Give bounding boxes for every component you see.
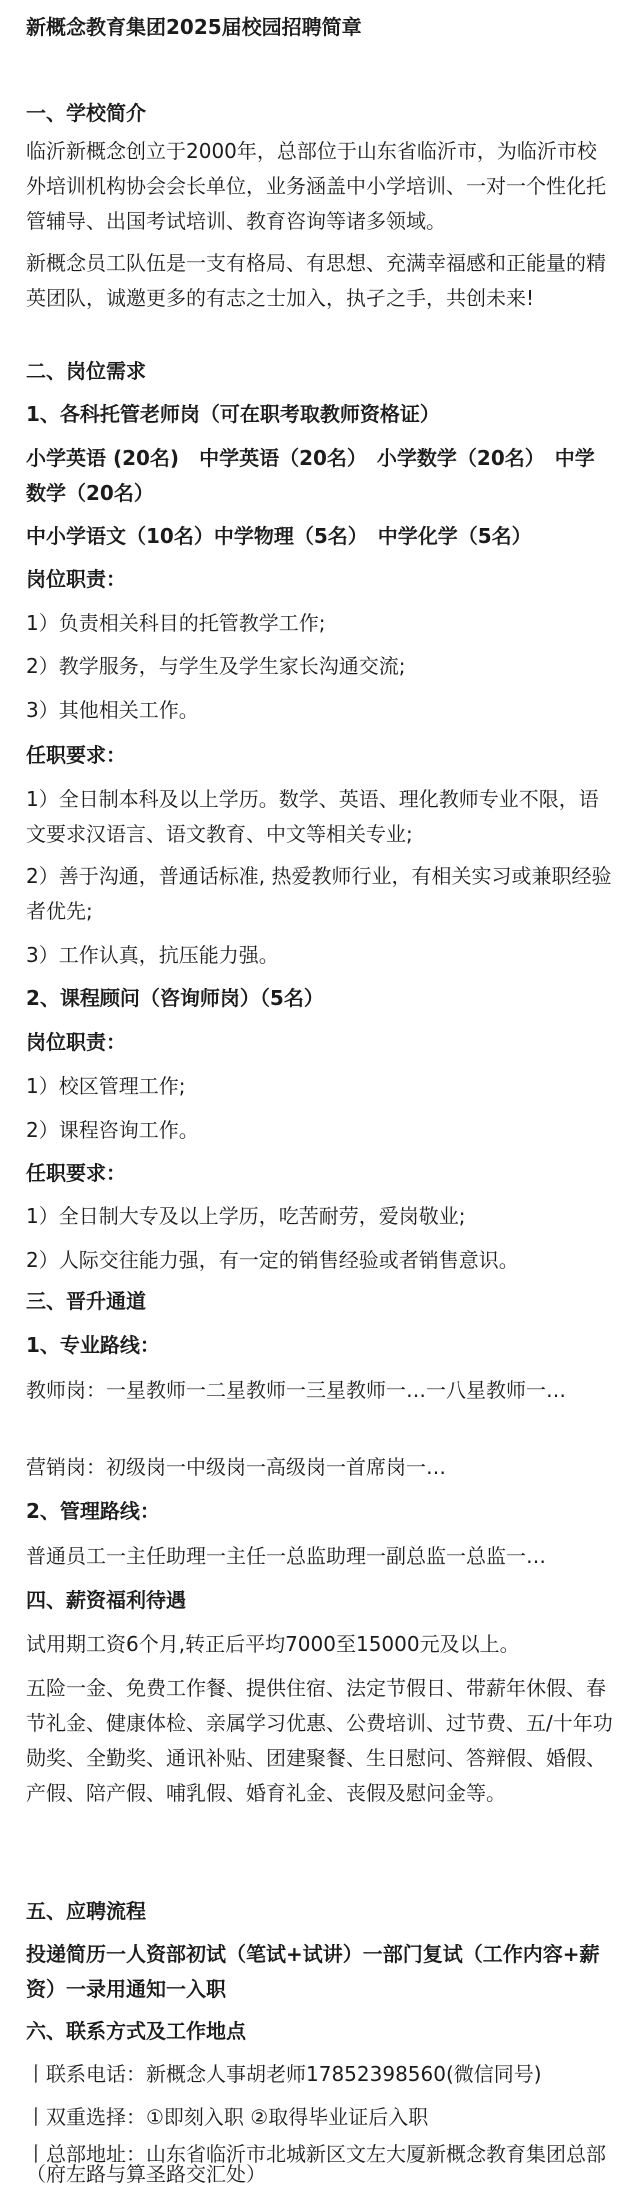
school-intro-paragraph-1: 临沂新概念创立于2000年，总部位于山东省临沂市，为临沂市校外培训机构协会会长单位，业务涵盖中小学培训、一对一个性化托管辅导、出国考试培训、教育咨询等诸多领域。 bbox=[26, 139, 606, 233]
section-heading-process: 五、应聘流程 bbox=[26, 1899, 146, 1923]
job1-duty-item: 1）负责相关科目的托管教学工作; bbox=[26, 611, 326, 635]
section-heading-positions: 二、岗位需求 bbox=[26, 359, 146, 383]
job1-positions-line-1: 小学英语 (20名) 中学英语（20名） 小学数学（20名） 中学数学（20名） bbox=[26, 446, 595, 505]
job1-positions-line-2: 中小学语文（10名）中学物理（5名） 中学化学（5名） bbox=[26, 524, 532, 548]
promotion-route-1-title: 1、专业路线： bbox=[26, 1333, 160, 1357]
job2-duty-item: 2）课程咨询工作。 bbox=[26, 1118, 199, 1142]
job1-req-item: 1）全日制本科及以上学历。数学、英语、理化教师专业不限，语文要求汉语言、语文教育、中文等相关专业; bbox=[26, 787, 599, 846]
salary-paragraph: 试用期工资6个月,转正后平均7000至15000元及以上。 bbox=[26, 1632, 520, 1656]
section-heading-contact: 六、联系方式及工作地点 bbox=[26, 2019, 246, 2043]
page-title: 新概念教育集团2025届校园招聘简章 bbox=[26, 15, 362, 39]
job2-duty-title: 岗位职责： bbox=[26, 1030, 126, 1054]
contact-address: 丨总部地址：山东省临沂市北城新区文左大厦新概念教育集团总部（府左路与算圣路交汇处） bbox=[26, 2142, 606, 2186]
promotion-route-2-title: 2、管理路线： bbox=[26, 1499, 160, 1523]
job2-req-item: 1）全日制大专及以上学历，吃苦耐劳，爱岗敬业; bbox=[26, 1204, 466, 1228]
contact-choice: 丨双重选择：①即刻入职 ②取得毕业证后入职 bbox=[26, 2105, 429, 2129]
job1-req-title: 任职要求： bbox=[26, 743, 126, 767]
job2-req-title: 任职要求： bbox=[26, 1161, 126, 1185]
job1-duty-item: 3）其他相关工作。 bbox=[26, 698, 199, 722]
section-heading-school-intro: 一、学校简介 bbox=[26, 101, 146, 125]
promotion-route-1-teacher: 教师岗：一星教师一二星教师一三星教师一…一八星教师一… bbox=[26, 1378, 566, 1402]
process-flow: 投递简历一人资部初试（笔试+试讲）一部门复试（工作内容+薪资）一录用通知一入职 bbox=[26, 1942, 600, 2001]
job2-heading: 2、课程顾问（咨询师岗）（5名） bbox=[26, 986, 324, 1010]
school-intro-paragraph-2: 新概念员工队伍是一支有格局、有思想、充满幸福感和正能量的精英团队，诚邀更多的有志之士加入，执孑之手，共创未来! bbox=[26, 251, 606, 310]
contact-phone: 丨联系电话：新概念人事胡老师17852398560(微信同号) bbox=[26, 2062, 542, 2086]
section-heading-promotion: 三、晋升通道 bbox=[26, 1289, 146, 1313]
job2-req-item: 2）人际交往能力强，有一定的销售经验或者销售意识。 bbox=[26, 1248, 519, 1272]
job2-duty-item: 1）校区管理工作; bbox=[26, 1074, 186, 1098]
job1-req-item: 2）善于沟通，普通话标准, 热爱教师行业，有相关实习或兼职经验者优先; bbox=[26, 864, 612, 923]
job1-duty-item: 2）教学服务，与学生及学生家长沟通交流; bbox=[26, 654, 406, 678]
job1-duty-title: 岗位职责： bbox=[26, 567, 126, 591]
benefits-paragraph: 五险一金、免费工作餐、提供住宿、法定节假日、带薪年休假、春节礼金、健康体检、亲属学习优惠、公费培训、过节费、五/十年功勋奖、全勤奖、通讯补贴、团建聚餐、生日慰问、答辩假、婚假、产假、陪产假、哺乳假、婚育礼金、丧假及慰问金等。 bbox=[26, 1676, 613, 1805]
promotion-route-2-management: 普通员工一主任助理一主任一总监助理一副总监一总监一… bbox=[26, 1544, 546, 1568]
job1-req-item: 3）工作认真，抗压能力强。 bbox=[26, 943, 279, 967]
section-heading-salary: 四、薪资福利待遇 bbox=[26, 1588, 186, 1612]
job1-heading: 1、各科托管老师岗（可在职考取教师资格证） bbox=[26, 402, 440, 426]
promotion-route-1-sales: 营销岗：初级岗一中级岗一高级岗一首席岗一… bbox=[26, 1455, 446, 1479]
